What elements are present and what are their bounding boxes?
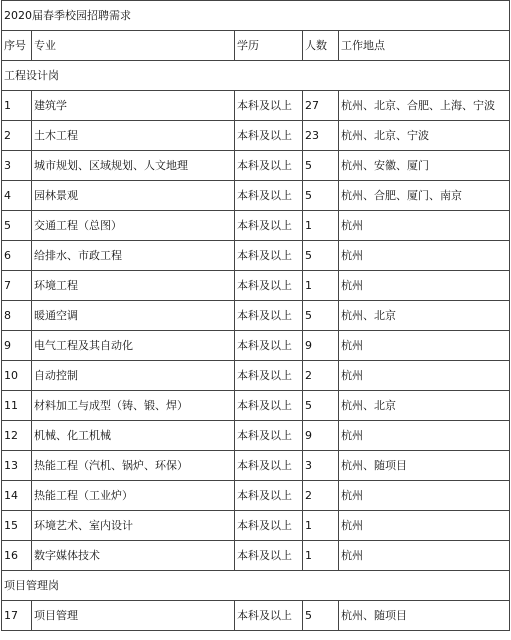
cell-major: 环境工程 bbox=[32, 271, 235, 301]
cell-major: 数字媒体技术 bbox=[32, 541, 235, 571]
table-body bbox=[2, 1, 510, 631]
cell-location: 杭州、北京 bbox=[339, 301, 510, 331]
cell-major: 城市规划、区域规划、人文地理 bbox=[32, 151, 235, 181]
header-count: 人数 bbox=[303, 31, 339, 61]
cell-no: 15 bbox=[2, 511, 32, 541]
cell-location: 杭州 bbox=[339, 241, 510, 271]
table-row bbox=[2, 481, 510, 511]
group-title: 项目管理岗 bbox=[2, 571, 510, 601]
cell-major: 土木工程 bbox=[32, 121, 235, 151]
cell-location: 杭州、北京、合肥、上海、宁波 bbox=[339, 91, 510, 121]
cell-count: 2 bbox=[303, 481, 339, 511]
cell-no: 5 bbox=[2, 211, 32, 241]
table-row bbox=[2, 241, 510, 271]
recruitment-table bbox=[1, 0, 510, 631]
cell-no: 16 bbox=[2, 541, 32, 571]
header-row bbox=[2, 31, 510, 61]
cell-education: 本科及以上 bbox=[235, 421, 303, 451]
cell-education: 本科及以上 bbox=[235, 601, 303, 631]
cell-count: 3 bbox=[303, 451, 339, 481]
cell-count: 5 bbox=[303, 391, 339, 421]
cell-education: 本科及以上 bbox=[235, 181, 303, 211]
cell-major: 热能工程（工业炉） bbox=[32, 481, 235, 511]
table-row bbox=[2, 361, 510, 391]
cell-no: 8 bbox=[2, 301, 32, 331]
cell-education: 本科及以上 bbox=[235, 361, 303, 391]
cell-education: 本科及以上 bbox=[235, 301, 303, 331]
cell-count: 2 bbox=[303, 361, 339, 391]
cell-count: 27 bbox=[303, 91, 339, 121]
cell-no: 9 bbox=[2, 331, 32, 361]
cell-location: 杭州、北京、宁波 bbox=[339, 121, 510, 151]
table-row bbox=[2, 301, 510, 331]
cell-major: 项目管理 bbox=[32, 601, 235, 631]
cell-no: 2 bbox=[2, 121, 32, 151]
title-row bbox=[2, 1, 510, 31]
table-row bbox=[2, 121, 510, 151]
cell-major: 电气工程及其自动化 bbox=[32, 331, 235, 361]
table-title: 2020届春季校园招聘需求 bbox=[2, 1, 510, 31]
table-row bbox=[2, 391, 510, 421]
cell-count: 9 bbox=[303, 331, 339, 361]
table-row bbox=[2, 541, 510, 571]
cell-count: 5 bbox=[303, 301, 339, 331]
table-row bbox=[2, 331, 510, 361]
cell-count: 1 bbox=[303, 271, 339, 301]
group-row bbox=[2, 571, 510, 601]
table-row bbox=[2, 511, 510, 541]
table-row bbox=[2, 151, 510, 181]
cell-education: 本科及以上 bbox=[235, 271, 303, 301]
cell-major: 建筑学 bbox=[32, 91, 235, 121]
cell-major: 材料加工与成型（铸、锻、焊） bbox=[32, 391, 235, 421]
cell-count: 1 bbox=[303, 511, 339, 541]
table-row bbox=[2, 451, 510, 481]
header-no: 序号 bbox=[2, 31, 32, 61]
cell-education: 本科及以上 bbox=[235, 121, 303, 151]
header-education: 学历 bbox=[235, 31, 303, 61]
cell-count: 5 bbox=[303, 601, 339, 631]
cell-location: 杭州 bbox=[339, 541, 510, 571]
cell-education: 本科及以上 bbox=[235, 211, 303, 241]
cell-education: 本科及以上 bbox=[235, 481, 303, 511]
cell-no: 13 bbox=[2, 451, 32, 481]
table-row bbox=[2, 421, 510, 451]
cell-location: 杭州 bbox=[339, 481, 510, 511]
cell-education: 本科及以上 bbox=[235, 451, 303, 481]
cell-location: 杭州、随项目 bbox=[339, 601, 510, 631]
header-major: 专业 bbox=[32, 31, 235, 61]
cell-location: 杭州 bbox=[339, 211, 510, 241]
cell-no: 1 bbox=[2, 91, 32, 121]
cell-major: 给排水、市政工程 bbox=[32, 241, 235, 271]
cell-location: 杭州 bbox=[339, 361, 510, 391]
cell-education: 本科及以上 bbox=[235, 91, 303, 121]
cell-no: 14 bbox=[2, 481, 32, 511]
table-row bbox=[2, 601, 510, 631]
cell-no: 7 bbox=[2, 271, 32, 301]
cell-major: 暖通空调 bbox=[32, 301, 235, 331]
cell-education: 本科及以上 bbox=[235, 511, 303, 541]
table-row bbox=[2, 91, 510, 121]
group-row bbox=[2, 61, 510, 91]
cell-major: 热能工程（汽机、锅炉、环保） bbox=[32, 451, 235, 481]
cell-location: 杭州 bbox=[339, 331, 510, 361]
cell-count: 5 bbox=[303, 151, 339, 181]
cell-education: 本科及以上 bbox=[235, 391, 303, 421]
cell-major: 交通工程（总图） bbox=[32, 211, 235, 241]
group-title: 工程设计岗 bbox=[2, 61, 510, 91]
table-row bbox=[2, 181, 510, 211]
cell-count: 1 bbox=[303, 211, 339, 241]
cell-no: 4 bbox=[2, 181, 32, 211]
cell-major: 环境艺术、室内设计 bbox=[32, 511, 235, 541]
cell-location: 杭州、安徽、厦门 bbox=[339, 151, 510, 181]
cell-education: 本科及以上 bbox=[235, 151, 303, 181]
cell-major: 机械、化工机械 bbox=[32, 421, 235, 451]
cell-major: 园林景观 bbox=[32, 181, 235, 211]
cell-major: 自动控制 bbox=[32, 361, 235, 391]
cell-no: 3 bbox=[2, 151, 32, 181]
cell-count: 5 bbox=[303, 241, 339, 271]
cell-location: 杭州 bbox=[339, 271, 510, 301]
cell-location: 杭州 bbox=[339, 421, 510, 451]
cell-education: 本科及以上 bbox=[235, 541, 303, 571]
cell-no: 10 bbox=[2, 361, 32, 391]
cell-location: 杭州、北京 bbox=[339, 391, 510, 421]
cell-no: 12 bbox=[2, 421, 32, 451]
cell-no: 6 bbox=[2, 241, 32, 271]
cell-count: 9 bbox=[303, 421, 339, 451]
table-row bbox=[2, 211, 510, 241]
cell-no: 11 bbox=[2, 391, 32, 421]
table-row bbox=[2, 271, 510, 301]
header-location: 工作地点 bbox=[339, 31, 510, 61]
cell-no: 17 bbox=[2, 601, 32, 631]
cell-count: 5 bbox=[303, 181, 339, 211]
cell-location: 杭州、随项目 bbox=[339, 451, 510, 481]
cell-location: 杭州 bbox=[339, 511, 510, 541]
cell-count: 23 bbox=[303, 121, 339, 151]
cell-count: 1 bbox=[303, 541, 339, 571]
cell-education: 本科及以上 bbox=[235, 241, 303, 271]
cell-location: 杭州、合肥、厦门、南京 bbox=[339, 181, 510, 211]
cell-education: 本科及以上 bbox=[235, 331, 303, 361]
